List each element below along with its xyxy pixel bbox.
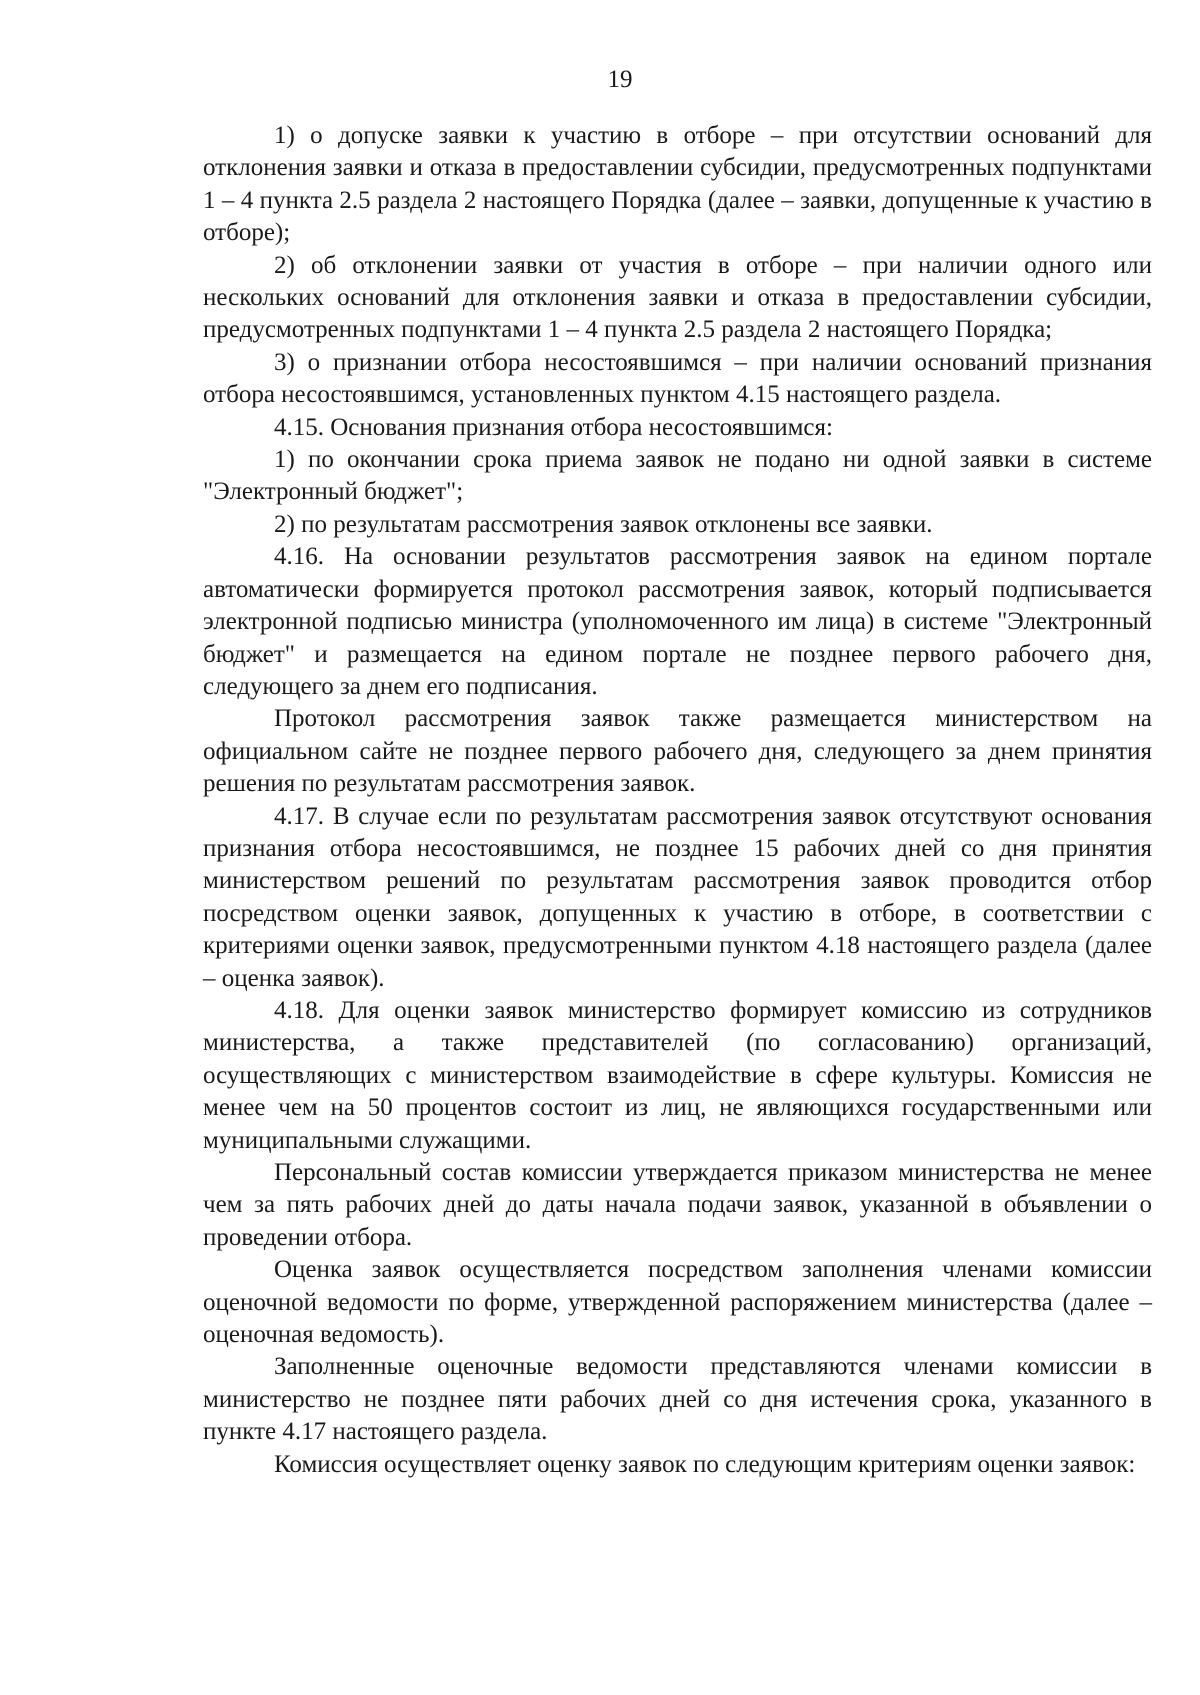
paragraph: Персональный состав комиссии утверждается приказом министерства не менее чем за пять рабочих дней до даты начала подачи заявок, указанной в объявлении о проведении отбора. <box>203 1159 1152 1251</box>
paragraph: Протокол рассмотрения заявок также размещается министерством на официальном сайте не позднее первого рабочего дня, следующего за днем принятия решения по результатам рассмотрения заявок. <box>203 705 1152 798</box>
paragraph: 4.18. Для оценки заявок министерство формирует комиссию из сотрудников министерства, а также представителей (по согласованию) организаций, осуществляющих с министерством взаимодействие в сфере культуры. Комиссия не менее чем на 50 процентов состоит из лиц, не являющихся государственными или муниципальными служащими. <box>203 996 1152 1154</box>
paragraph: Оценка заявок осуществляется посредством заполнения членами комиссии оценочной ведомости по форме, утвержденной распоряжением министерства (далее – оценочная ведомость). <box>203 1256 1152 1349</box>
paragraph: Комиссия осуществляет оценку заявок по следующим критериям оценки заявок: <box>274 1450 1136 1478</box>
document-body <box>203 120 1152 1481</box>
paragraph: 3) о признании отбора несостоявшимся – при наличии оснований признания отбора несостоявшимся, установленных пунктом 4.15 настоящего раздела. <box>203 348 1152 409</box>
page-number: 19 <box>607 66 633 93</box>
paragraph: 1) о допуске заявки к участию в отборе – при отсутствии оснований для отклонения заявки и отказа в предоставлении субсидии, предусмотренных подпунктами 1 – 4 пункта 2.5 раздела 2 настоящего Порядка (далее – заявки, допущенные к участию в отборе); <box>203 122 1152 247</box>
paragraph: Заполненные оценочные ведомости представляются членами комиссии в министерство не позднее пяти рабочих дней со дня истечения срока, указанного в пункте 4.17 настоящего раздела. <box>203 1353 1152 1446</box>
section-heading: 4.15. Основания признания отбора несостоявшимся: <box>274 413 833 441</box>
paragraph: 2) об отклонении заявки от участия в отборе – при наличии одного или нескольких оснований для отклонения заявки и отказа в предоставлении субсидии, предусмотренных подпунктами 1 – 4 пункта 2.5 раздела 2 настоящего Порядка; <box>203 251 1152 344</box>
paragraph: 2) по результатам рассмотрения заявок отклонены все заявки. <box>274 510 933 538</box>
paragraph: 1) по окончании срока приема заявок не подано ни одной заявки в системе "Электронный бюджет"; <box>203 446 1152 506</box>
paragraph: 4.16. На основании результатов рассмотрения заявок на едином портале автоматически формируется протокол рассмотрения заявок, который подписывается электронной подписью министра (уполномоченного им лица) в системе "Электронный бюджет" и размещается на едином портале не позднее первого рабочего дня, следующего за днем его подписания. <box>203 543 1152 700</box>
paragraph: 4.17. В случае если по результатам рассмотрения заявок отсутствуют основания признания отбора несостоявшимся, не позднее 15 рабочих дней со дня принятия министерством решений по результатам рассмотрения заявок проводится отбор посредством оценки заявок, допущенных к участию в отборе, в соответствии с критериями оценки заявок, предусмотренными пунктом 4.18 настоящего раздела (далее – оценка заявок). <box>203 802 1152 992</box>
